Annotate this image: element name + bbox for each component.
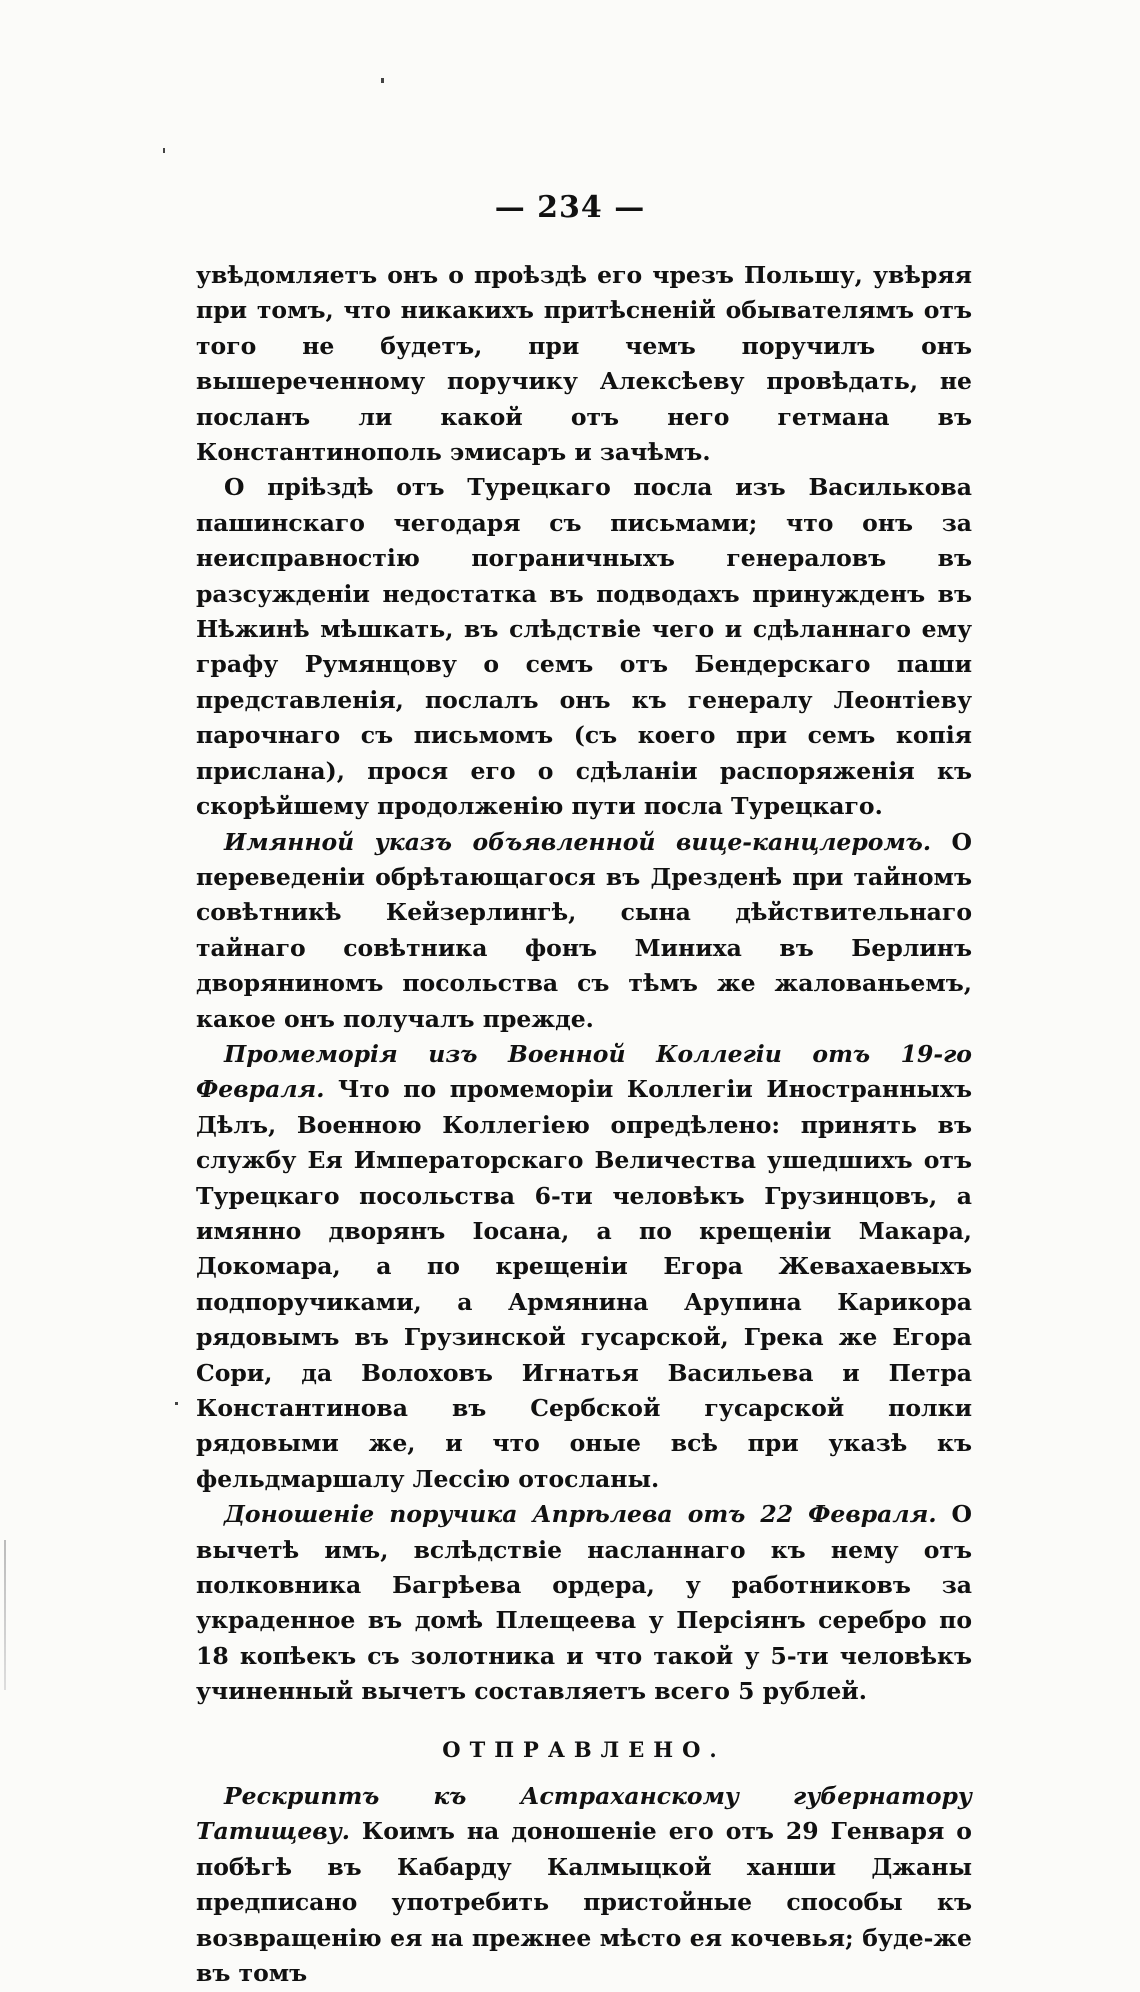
- scan-speck: [381, 78, 384, 83]
- paragraph-lead-title: Доношеніе поручика Апрѣлева отъ 22 Февраля.: [224, 1500, 937, 1529]
- paragraph-imperial-decree: [196, 825, 972, 1037]
- scan-speck: [163, 148, 165, 153]
- paragraph-text: О пріѣздѣ отъ Турецкаго посла изъ Василькова пашинскаго чегодаря съ письмами; что онъ за неисправностію пограничныхъ генераловъ въ разсужденіи недостатка въ подводахъ принужденъ въ Нѣжинѣ мѣшкать, въ слѣдствіе чего и сдѣланнаго ему графу Румянцову о семъ отъ Бендерскаго паши представленія, послалъ онъ къ генералу Леонтіеву парочнаго съ письмомъ (съ коего при семъ копія прислана), прося его о сдѣланіи распоряженія къ скорѣйшему продолженію пути посла Турецкаго.: [196, 473, 972, 821]
- body-text: [196, 258, 972, 1992]
- paragraph-lead-title: Имянной указъ объявленной вице-канцлеромъ.: [224, 827, 932, 856]
- paragraph-report: [196, 1497, 972, 1709]
- paragraph-arrival-of-envoy: [196, 470, 972, 824]
- paragraph-text: увѣдомляетъ онъ о проѣздѣ его чрезъ Польшу, увѣряя при томъ, что никакихъ притѣсненій обывателямъ отъ того не будетъ, при чемъ поручилъ онъ вышереченному поручику Алексѣеву провѣдать, не посланъ ли какой отъ него гетмана въ Константинополь эмисаръ и зачѣмъ.: [196, 261, 972, 467]
- paragraph-lead-title: Рескриптъ къ Астраханскому губернатору Татищеву.: [196, 1782, 972, 1846]
- paragraph-text: Коимъ на доношеніе его отъ 29 Генваря о побѣгѣ въ Кабарду Калмыцкой ханши Джаны предписано употребить пристойные способы къ возвращенію ея на прежнее мѣсто ея кочевья; буде-же въ томъ: [196, 1817, 972, 1988]
- paragraph-lead-title: Промеморія изъ Военной Коллегіи отъ 19-го Февраля.: [196, 1039, 972, 1104]
- paragraph-text: О переведеніи обрѣтающагося въ Дрезденѣ при тайномъ совѣтникѣ Кейзерлингѣ, сына дѣйствительнаго тайнаго совѣтника фонъ Миниха въ Берлинъ дворяниномъ посольства съ тѣмъ же жалованьемъ, какое онъ получалъ прежде.: [196, 827, 973, 1033]
- paragraph-rescript: [196, 1779, 972, 1991]
- paragraph-text: Что по промеморіи Коллегіи Иностранныхъ Дѣлъ, Военною Коллегіею опредѣлено: принять въ службу Ея Императорскаго Величества ушедшихъ отъ Турецкаго посольства 6-ти человѣкъ Грузинцовъ, а имянно дворянъ Іосана, а по крещеніи Макара, Докомара, а по крещеніи Егора Жевахаевыхъ подпоручиками, а Армянина Арупина Карикора рядовымъ въ Грузинской гусарской, Грека же Егора Сори, да Волоховъ Игнатья Васильева и Петра Константинова въ Сербской гусарской полки рядовыми же, и что оные всѣ при указѣ къ фельдмаршалу Лессію отосланы.: [196, 1075, 972, 1493]
- paragraph-text: О вычетѣ имъ, вслѣдствіе насланнаго къ нему отъ полковника Багрѣева ордера, у работниковъ за украденное въ домѣ Плещеева у Персіянъ серебро по 18 копѣекъ съ золотника и что такой у 5-ти человѣкъ учиненный вычетъ составляетъ всего 5 рублей.: [196, 1500, 972, 1706]
- page-number: — 234 —: [494, 190, 646, 225]
- paragraph-memorandum: [196, 1037, 972, 1497]
- scan-edge-line: [4, 1540, 6, 1690]
- paragraph-continuation: [196, 258, 972, 470]
- section-heading: ОТПРАВЛЕНО.: [442, 1736, 726, 1762]
- scan-speck: [175, 1402, 178, 1405]
